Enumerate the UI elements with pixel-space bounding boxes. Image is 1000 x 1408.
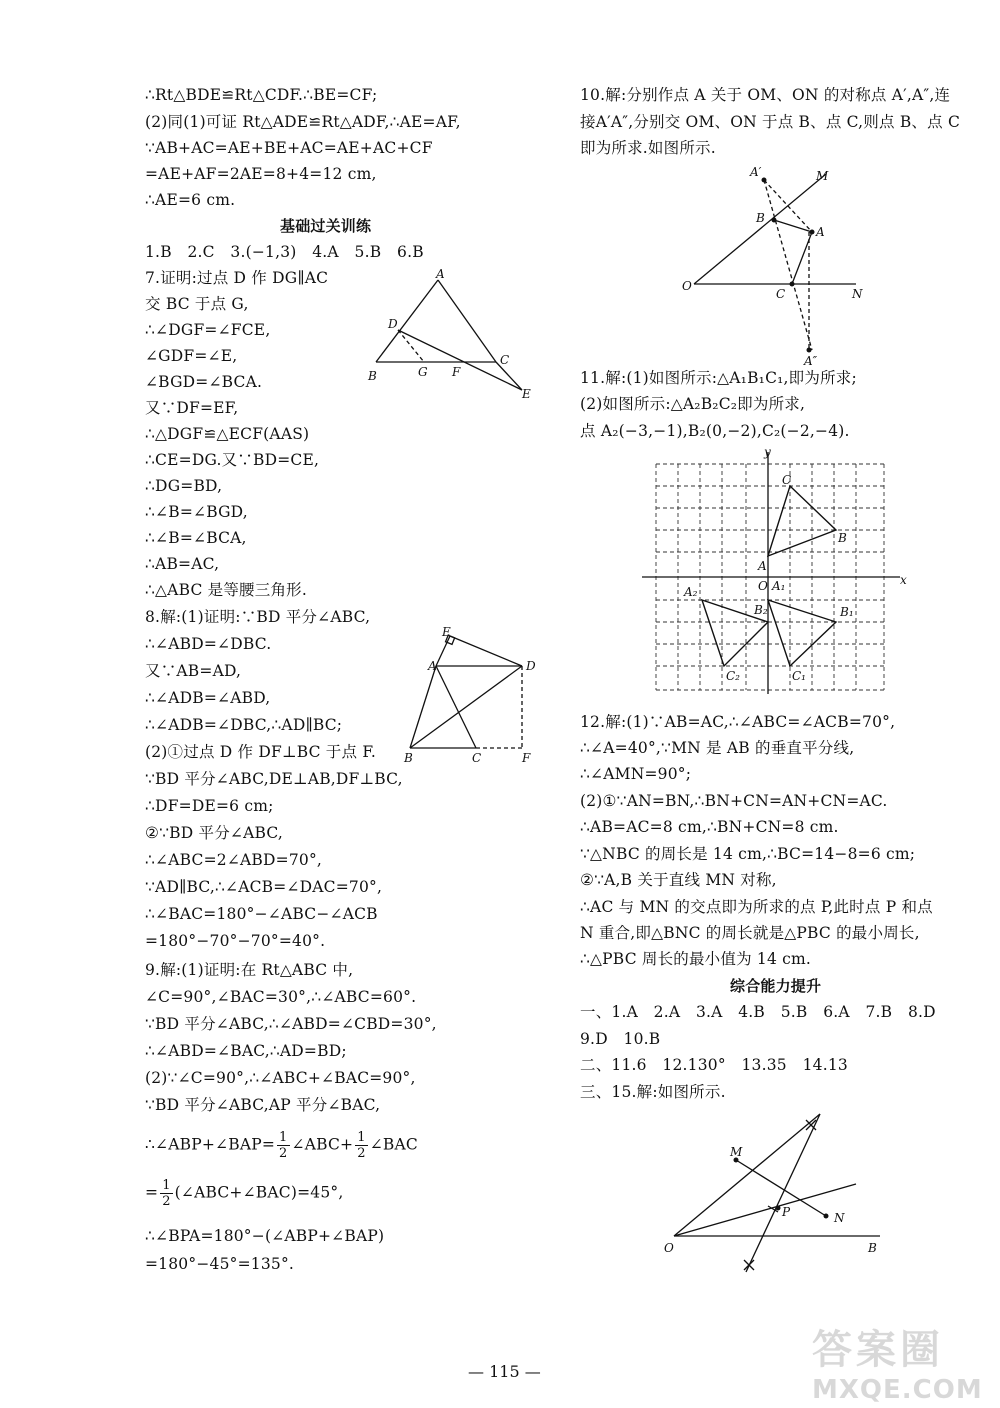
text-line: 交 BC 于点 G, bbox=[145, 295, 249, 313]
text-line: (2)如图所示:△A₂B₂C₂即为所求, bbox=[580, 395, 806, 413]
text-line: ∴∠ABD=∠BAC,∴AD=BD; bbox=[145, 1042, 347, 1060]
text-line: ∵△NBC 的周长是 14 cm,∴BC=14−8=6 cm; bbox=[580, 845, 916, 863]
text-line: ∴△ABC 是等腰三角形. bbox=[145, 581, 307, 599]
text-line: 9.解:(1)证明:在 Rt△ABC 中, bbox=[145, 961, 354, 979]
text-line: ∴∠B=∠BGD, bbox=[145, 503, 248, 521]
text-line: ∵BD 平分∠ABC,AP 平分∠BAC, bbox=[145, 1096, 381, 1114]
text-line: ∴∠BPA=180°−(∠ABP+∠BAP) bbox=[145, 1227, 385, 1245]
text-line: =180°−70°−70°=40°. bbox=[145, 932, 326, 950]
fraction-line bbox=[145, 1130, 418, 1161]
fraction-half: $\frac{1}{2}$ bbox=[162, 1178, 171, 1209]
text-line: ∠BGD=∠BCA. bbox=[145, 373, 263, 391]
text-line: (2)①∵AN=BN,∴BN+CN=AN+CN=AC. bbox=[580, 792, 888, 810]
figure-7-triangle bbox=[362, 266, 542, 406]
text-line: ∠GDF=∠E, bbox=[145, 347, 238, 365]
text-line: ∴∠ABD=∠DBC. bbox=[145, 635, 272, 653]
text-line: ∴△DGF≌△ECF(AAS) bbox=[145, 425, 310, 443]
fraction-line-text: ∴∠ABP+∠BAP= bbox=[145, 1135, 276, 1154]
text-line: ∴AB=AC=8 cm,∴BN+CN=8 cm. bbox=[580, 818, 839, 836]
point-label: O bbox=[758, 579, 768, 593]
fraction-line bbox=[145, 1178, 344, 1209]
point-label: B bbox=[756, 211, 765, 225]
text-line: 12.解:(1)∵AB=AC,∴∠ABC=∠ACB=70°, bbox=[580, 713, 896, 731]
text-line: ∵BD 平分∠ABC,∴∠ABD=∠CBD=30°, bbox=[145, 1015, 437, 1033]
text-line: ∴∠ABC=2∠ABD=70°, bbox=[145, 851, 323, 869]
point-label: E bbox=[442, 625, 451, 639]
text-line: ∠C=90°,∠BAC=30°,∴∠ABC=60°. bbox=[145, 988, 417, 1006]
point-label: O bbox=[682, 279, 692, 293]
point-label: N bbox=[834, 1211, 845, 1225]
point-label: B bbox=[368, 369, 377, 383]
text-line: 即为所求.如图所示. bbox=[580, 139, 716, 157]
figure-10-reflection bbox=[676, 160, 876, 365]
answer-line: 二、11.6 12.130° 13.35 14.13 bbox=[580, 1056, 848, 1074]
section-heading: 基础过关训练 bbox=[280, 217, 372, 235]
point-label: C₂ bbox=[726, 669, 740, 683]
text-line: ∴∠ADB=∠DBC,∴AD∥BC; bbox=[145, 716, 343, 734]
point-label: B₁ bbox=[840, 605, 854, 619]
axis-label: x bbox=[900, 573, 907, 587]
fraction-line-text: ∠BAC bbox=[369, 1135, 418, 1154]
text-line: ∴CE=DG.又∵BD=CE, bbox=[145, 451, 320, 469]
point-label: B bbox=[838, 531, 847, 545]
point-label: P bbox=[782, 1205, 791, 1219]
text-line: ②∵BD 平分∠ABC, bbox=[145, 824, 283, 842]
text-line: 7.证明:过点 D 作 DG∥AC bbox=[145, 269, 329, 287]
text-line: 接A′A″,分别交 OM、ON 于点 B、点 C,则点 B、点 C bbox=[580, 113, 961, 131]
text-line: ∴AB=AC, bbox=[145, 555, 220, 573]
fraction-line-text: = bbox=[145, 1183, 159, 1202]
text-line: ∴△PBC 周长的最小值为 14 cm. bbox=[580, 950, 812, 968]
text-line: 又∵AB=AD, bbox=[145, 662, 242, 680]
text-line: ∴∠BAC=180°−∠ABC−∠ACB bbox=[145, 905, 378, 923]
point-label: A bbox=[816, 225, 825, 239]
point-label: F bbox=[452, 365, 461, 379]
text-line: ∴AC 与 MN 的交点即为所求的点 P,此时点 P 和点 bbox=[580, 898, 933, 916]
text-line: ∵AB+AC=AE+BE+AC=AE+AC+CF bbox=[145, 139, 433, 157]
point-label: A bbox=[428, 659, 437, 673]
text-line: ∵BD 平分∠ABC,DE⊥AB,DF⊥BC, bbox=[145, 770, 403, 788]
fraction-half: $\frac{1}{2}$ bbox=[279, 1130, 288, 1161]
point-label: G bbox=[418, 365, 428, 379]
point-label: A₂ bbox=[684, 585, 698, 599]
point-label: B₂ bbox=[754, 603, 768, 617]
text-line: 10.解:分别作点 A 关于 OM、ON 的对称点 A′,A″,连 bbox=[580, 86, 951, 104]
text-line: ∴∠ADB=∠ABD, bbox=[145, 689, 271, 707]
point-label: A bbox=[436, 267, 445, 281]
text-line: 8.解:(1)证明:∵BD 平分∠ABC, bbox=[145, 608, 371, 626]
axis-label: y bbox=[764, 446, 771, 459]
figure-15-construction bbox=[660, 1108, 900, 1278]
page-number: — 115 — bbox=[468, 1362, 541, 1381]
answer-line: 9.D 10.B bbox=[580, 1030, 661, 1048]
text-line: ∴∠B=∠BCA, bbox=[145, 529, 247, 547]
point-label: B bbox=[868, 1241, 877, 1255]
text-line: 又∵DF=EF, bbox=[145, 399, 239, 417]
text-line: ∴∠AMN=90°; bbox=[580, 765, 692, 783]
figure-11-grid bbox=[638, 446, 908, 696]
point-label: C bbox=[776, 287, 786, 301]
text-line: (2)同(1)可证 Rt△ADE≌Rt△ADF,∴AE=AF, bbox=[145, 113, 461, 131]
text-line: ∴∠A=40°,∵MN 是 AB 的垂直平分线, bbox=[580, 739, 855, 757]
point-label: O bbox=[664, 1241, 674, 1255]
fraction-line-text: ∠ABC+ bbox=[291, 1135, 354, 1154]
point-label: C bbox=[782, 473, 792, 487]
fraction-line-text: (∠ABC+∠BAC)=45°, bbox=[174, 1183, 344, 1202]
point-label: A″ bbox=[804, 354, 818, 365]
text-line: (2)①过点 D 作 DF⊥BC 于点 F. bbox=[145, 743, 376, 761]
point-label: N bbox=[852, 287, 863, 301]
text-line: ∴DG=BD, bbox=[145, 477, 223, 495]
figure-8-diagram bbox=[400, 624, 550, 772]
text-line: 三、15.解:如图所示. bbox=[580, 1083, 726, 1101]
point-label: A₁ bbox=[772, 579, 786, 593]
point-label: A bbox=[758, 559, 767, 573]
point-label: M bbox=[816, 169, 829, 183]
fraction-half: $\frac{1}{2}$ bbox=[357, 1130, 366, 1161]
watermark-logo: 答案圈 MXQE.COM bbox=[812, 1327, 983, 1405]
text-line: (2)∵∠C=90°,∴∠ABC+∠BAC=90°, bbox=[145, 1069, 416, 1087]
text-line: ②∵A,B 关于直线 MN 对称, bbox=[580, 871, 777, 889]
point-label: B bbox=[404, 751, 413, 765]
point-label: D bbox=[526, 659, 536, 673]
point-label: A′ bbox=[750, 165, 762, 179]
point-label: C bbox=[472, 751, 482, 765]
text-line: ∴Rt△BDE≌Rt△CDF.∴BE=CF; bbox=[145, 86, 378, 104]
point-label: C₁ bbox=[792, 669, 806, 683]
text-line: =AE+AF=2AE=8+4=12 cm, bbox=[145, 165, 377, 183]
text-line: ∴AE=6 cm. bbox=[145, 191, 236, 209]
section-heading: 综合能力提升 bbox=[730, 977, 822, 995]
point-label: E bbox=[522, 387, 531, 401]
answer-line: 1.B 2.C 3.(−1,3) 4.A 5.B 6.B bbox=[145, 243, 424, 261]
text-line: N 重合,即△BNC 的周长就是△PBC 的最小周长, bbox=[580, 924, 920, 942]
text-line: ∴DF=DE=6 cm; bbox=[145, 797, 274, 815]
point-label: D bbox=[388, 317, 398, 331]
text-line: ∵AD∥BC,∴∠ACB=∠DAC=70°, bbox=[145, 878, 383, 896]
text-line: 11.解:(1)如图所示:△A₁B₁C₁,即为所求; bbox=[580, 369, 857, 387]
answer-line: 一、1.A 2.A 3.A 4.B 5.B 6.A 7.B 8.D bbox=[580, 1003, 936, 1021]
text-line: =180°−45°=135°. bbox=[145, 1255, 295, 1273]
text-line: 点 A₂(−3,−1),B₂(0,−2),C₂(−2,−4). bbox=[580, 422, 850, 440]
point-label: M bbox=[730, 1145, 743, 1159]
point-label: C bbox=[500, 353, 510, 367]
point-label: F bbox=[522, 751, 531, 765]
text-line: ∴∠DGF=∠FCE, bbox=[145, 321, 271, 339]
